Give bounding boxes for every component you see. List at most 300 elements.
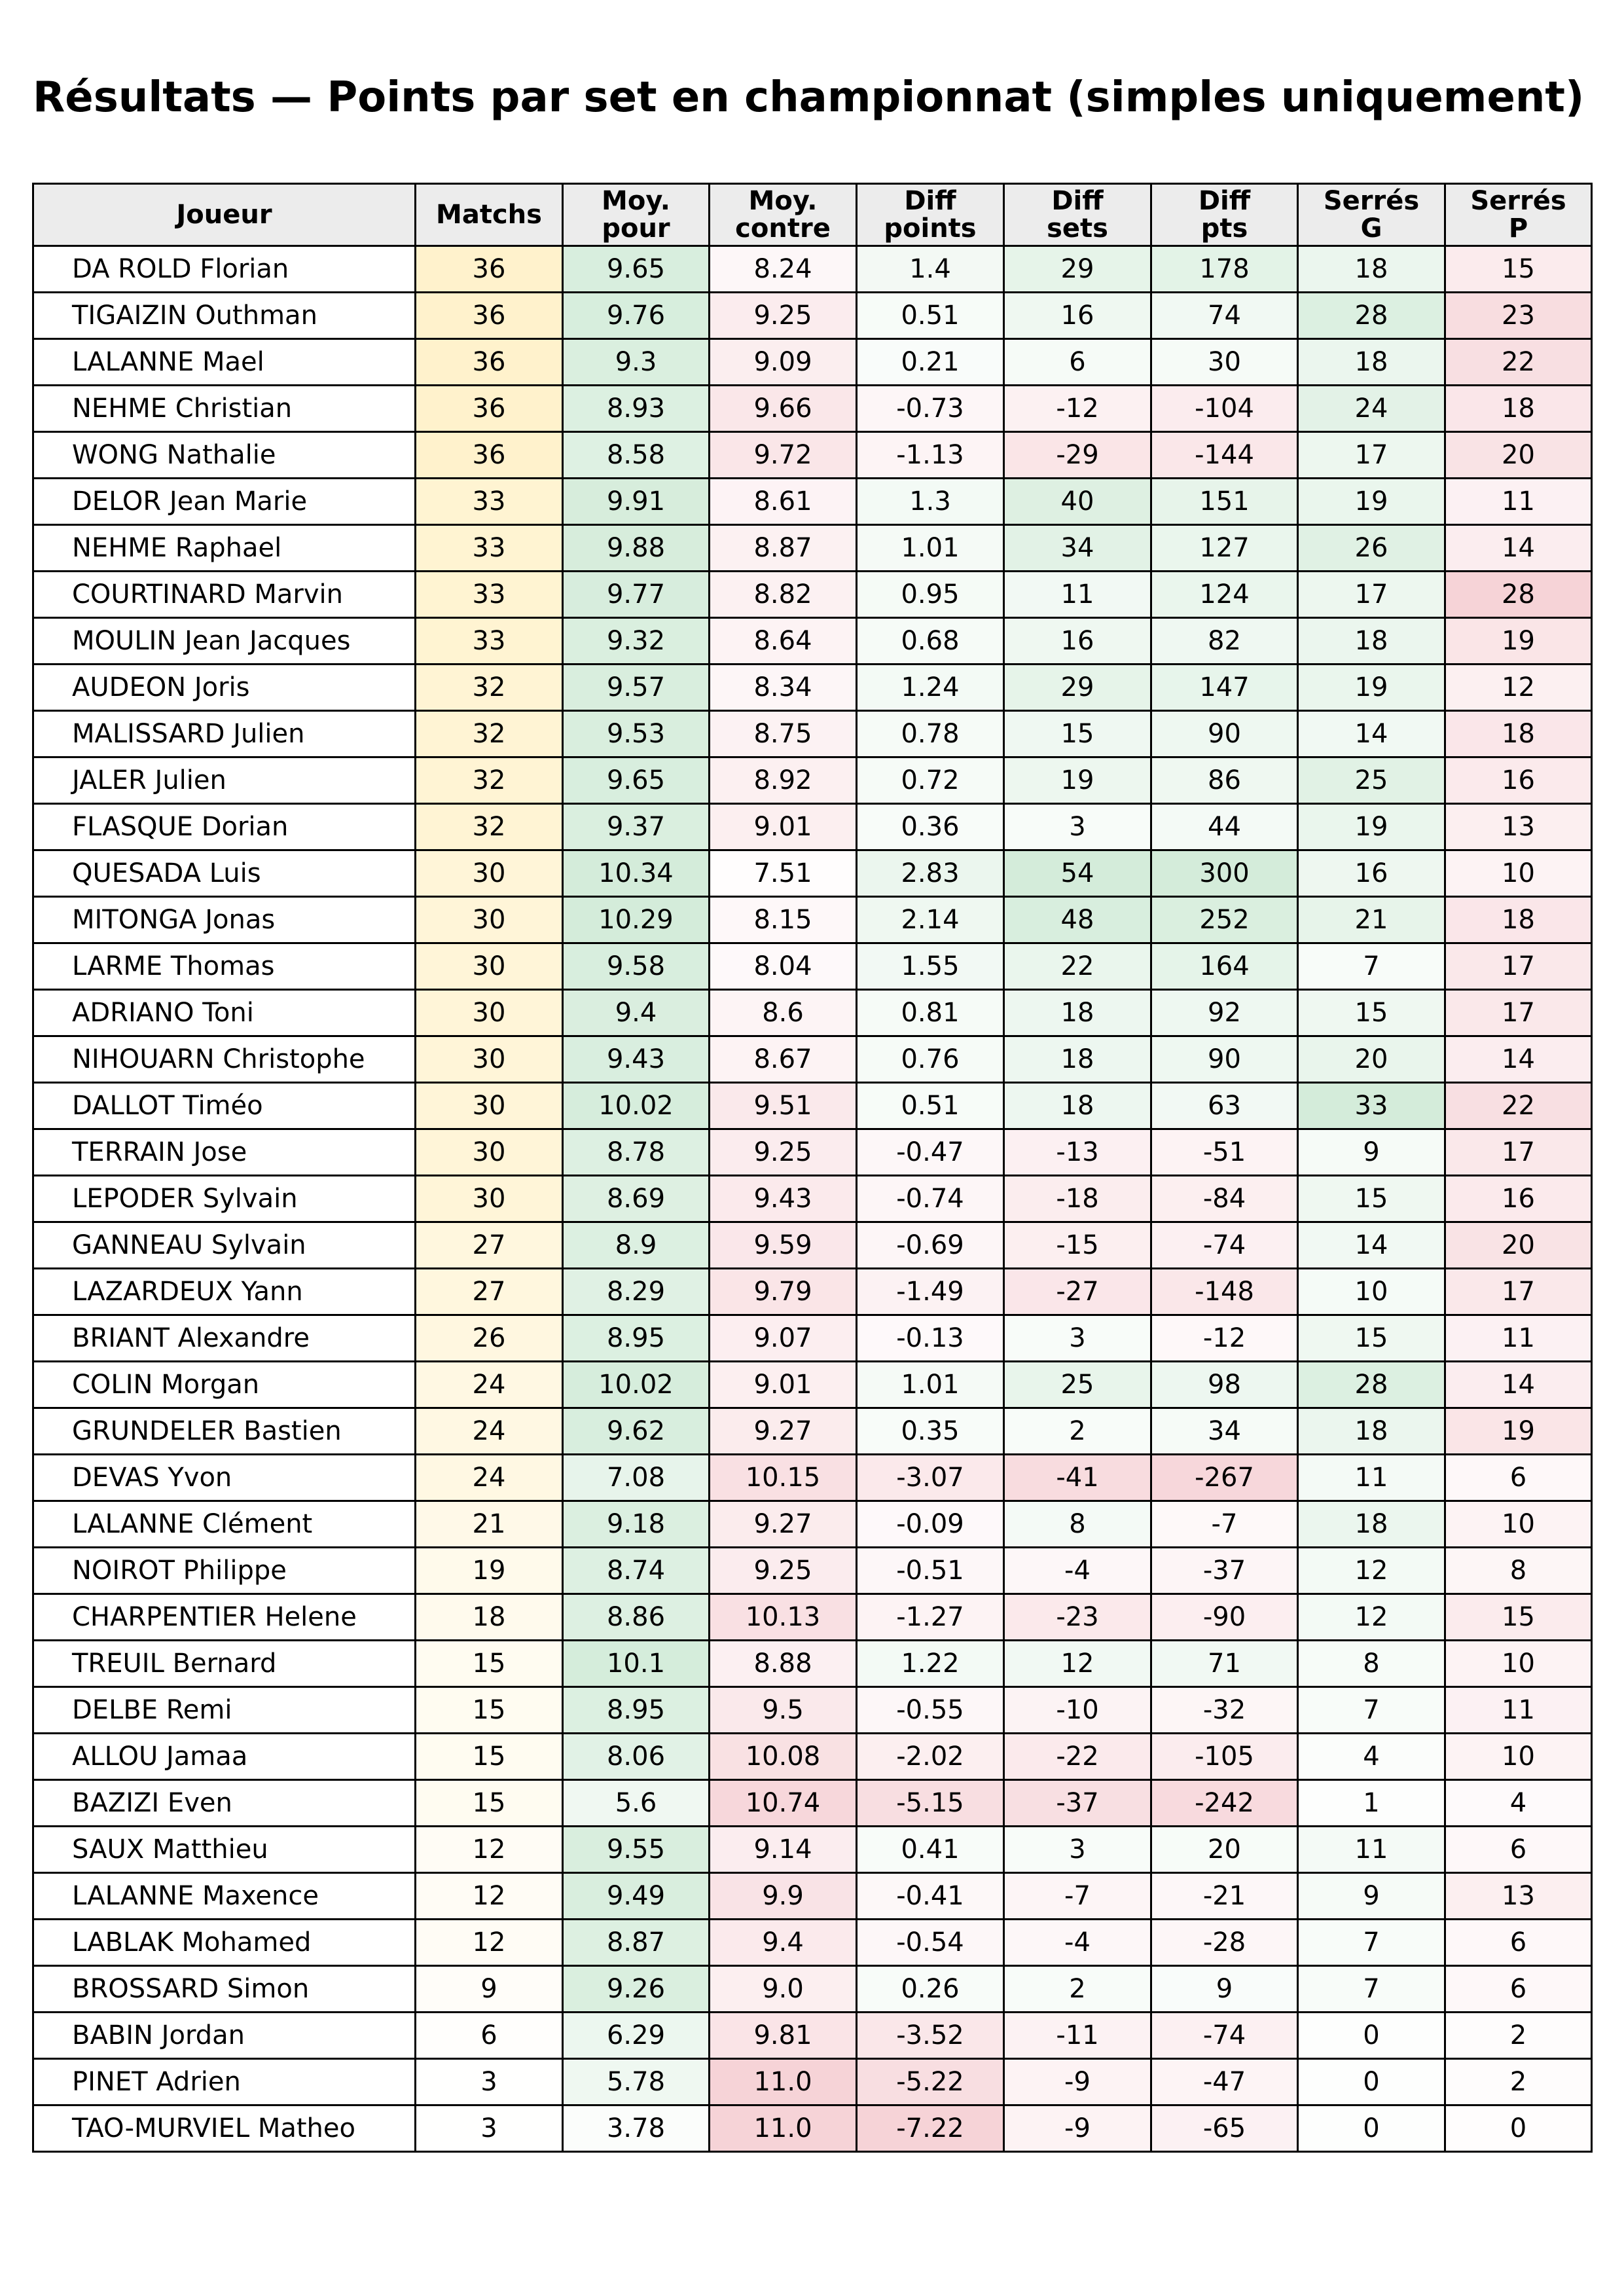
matchs-cell: 6 (416, 2013, 563, 2059)
moy-contre-cell: 8.6 (710, 990, 857, 1036)
serres-g-cell: 15 (1298, 990, 1445, 1036)
moy-contre-cell: 9.72 (710, 432, 857, 479)
diff-pts-cell: -51 (1151, 1129, 1298, 1176)
moy-pour-cell: 9.88 (563, 525, 710, 572)
results-table (32, 183, 1593, 2153)
diff-sets-cell: -37 (1004, 1780, 1151, 1827)
moy-pour-cell: 8.86 (563, 1594, 710, 1641)
player-name-cell: BABIN Jordan (33, 2013, 416, 2059)
diff-sets-cell: -12 (1004, 386, 1151, 432)
diff-pts-cell: -144 (1151, 432, 1298, 479)
matchs-cell: 19 (416, 1548, 563, 1594)
header-row (33, 184, 1592, 246)
player-name-cell: WONG Nathalie (33, 432, 416, 479)
serres-p-cell: 2 (1445, 2059, 1592, 2105)
diff-points-cell: 1.01 (857, 1362, 1004, 1408)
matchs-cell: 30 (416, 1036, 563, 1083)
serres-p-cell: 10 (1445, 1501, 1592, 1548)
diff-sets-cell: 2 (1004, 1966, 1151, 2013)
serres-g-cell: 11 (1298, 1455, 1445, 1501)
serres-g-cell: 18 (1298, 618, 1445, 665)
moy-contre-cell: 11.0 (710, 2059, 857, 2105)
moy-pour-cell: 9.49 (563, 1873, 710, 1920)
matchs-cell: 30 (416, 943, 563, 990)
moy-pour-cell: 8.58 (563, 432, 710, 479)
moy-contre-cell: 9.01 (710, 1362, 857, 1408)
matchs-cell: 15 (416, 1641, 563, 1687)
moy-pour-cell: 9.77 (563, 572, 710, 618)
page-title: Résultats — Points par set en championnat (simples uniquement) (33, 73, 1585, 122)
matchs-cell: 30 (416, 1083, 563, 1129)
matchs-cell: 3 (416, 2105, 563, 2152)
diff-sets-cell: -13 (1004, 1129, 1151, 1176)
moy-contre-cell: 9.79 (710, 1269, 857, 1315)
moy-contre-cell: 9.01 (710, 804, 857, 850)
diff-pts-cell: 151 (1151, 479, 1298, 525)
diff-sets-cell: -9 (1004, 2105, 1151, 2152)
serres-g-cell: 1 (1298, 1780, 1445, 1827)
matchs-cell: 15 (416, 1687, 563, 1734)
matchs-cell: 12 (416, 1920, 563, 1966)
moy-contre-cell: 9.14 (710, 1827, 857, 1873)
serres-p-cell: 23 (1445, 293, 1592, 339)
table-row (33, 1269, 1592, 1315)
diff-points-cell: 0.51 (857, 293, 1004, 339)
serres-g-cell: 14 (1298, 1222, 1445, 1269)
serres-g-cell: 0 (1298, 2105, 1445, 2152)
player-name-cell: MALISSARD Julien (33, 711, 416, 757)
diff-pts-cell: 124 (1151, 572, 1298, 618)
serres-g-cell: 0 (1298, 2013, 1445, 2059)
diff-pts-cell: 30 (1151, 339, 1298, 386)
player-name-cell: GRUNDELER Bastien (33, 1408, 416, 1455)
serres-p-cell: 4 (1445, 1780, 1592, 1827)
player-name-cell: LALANNE Maxence (33, 1873, 416, 1920)
diff-pts-cell: -47 (1151, 2059, 1298, 2105)
moy-pour-cell: 8.06 (563, 1734, 710, 1780)
serres-g-cell: 7 (1298, 1920, 1445, 1966)
matchs-cell: 30 (416, 1176, 563, 1222)
table-row (33, 850, 1592, 897)
serres-p-cell: 6 (1445, 1920, 1592, 1966)
moy-pour-cell: 9.62 (563, 1408, 710, 1455)
diff-pts-cell: -74 (1151, 1222, 1298, 1269)
player-name-cell: LARME Thomas (33, 943, 416, 990)
diff-points-cell: 1.4 (857, 246, 1004, 293)
serres-g-cell: 11 (1298, 1827, 1445, 1873)
moy-pour-cell: 10.02 (563, 1083, 710, 1129)
serres-g-cell: 21 (1298, 897, 1445, 943)
serres-p-cell: 11 (1445, 479, 1592, 525)
player-name-cell: FLASQUE Dorian (33, 804, 416, 850)
diff-pts-cell: 92 (1151, 990, 1298, 1036)
moy-pour-cell: 9.26 (563, 1966, 710, 2013)
serres-p-cell: 14 (1445, 1036, 1592, 1083)
player-name-cell: ADRIANO Toni (33, 990, 416, 1036)
diff-sets-cell: 3 (1004, 804, 1151, 850)
moy-contre-cell: 9.07 (710, 1315, 857, 1362)
serres-g-cell: 4 (1298, 1734, 1445, 1780)
moy-contre-cell: 8.04 (710, 943, 857, 990)
player-name-cell: LABLAK Mohamed (33, 1920, 416, 1966)
serres-p-cell: 8 (1445, 1548, 1592, 1594)
serres-g-cell: 19 (1298, 804, 1445, 850)
moy-contre-cell: 7.51 (710, 850, 857, 897)
table-body (33, 246, 1592, 2152)
moy-contre-cell: 10.74 (710, 1780, 857, 1827)
serres-p-cell: 15 (1445, 1594, 1592, 1641)
diff-pts-cell: 164 (1151, 943, 1298, 990)
table-row (33, 1315, 1592, 1362)
table-row (33, 386, 1592, 432)
player-name-cell: DELOR Jean Marie (33, 479, 416, 525)
serres-g-cell: 7 (1298, 943, 1445, 990)
table-row (33, 572, 1592, 618)
serres-g-cell: 17 (1298, 432, 1445, 479)
moy-pour-cell: 5.78 (563, 2059, 710, 2105)
table-row (33, 1873, 1592, 1920)
moy-contre-cell: 8.87 (710, 525, 857, 572)
table-row (33, 432, 1592, 479)
serres-g-cell: 12 (1298, 1594, 1445, 1641)
table-row (33, 1920, 1592, 1966)
moy-pour-cell: 10.02 (563, 1362, 710, 1408)
player-name-cell: ALLOU Jamaa (33, 1734, 416, 1780)
matchs-cell: 36 (416, 432, 563, 479)
matchs-cell: 32 (416, 757, 563, 804)
diff-pts-cell: 252 (1151, 897, 1298, 943)
matchs-cell: 30 (416, 897, 563, 943)
serres-p-cell: 11 (1445, 1687, 1592, 1734)
diff-sets-cell: 3 (1004, 1315, 1151, 1362)
moy-contre-cell: 8.88 (710, 1641, 857, 1687)
matchs-cell: 30 (416, 1129, 563, 1176)
diff-points-cell: -1.27 (857, 1594, 1004, 1641)
column-header-diff-sets: Diff sets (1004, 184, 1151, 246)
table-row (33, 1548, 1592, 1594)
matchs-cell: 36 (416, 293, 563, 339)
table-row (33, 479, 1592, 525)
diff-points-cell: 2.83 (857, 850, 1004, 897)
moy-contre-cell: 9.25 (710, 293, 857, 339)
diff-pts-cell: -90 (1151, 1594, 1298, 1641)
diff-sets-cell: -4 (1004, 1548, 1151, 1594)
moy-pour-cell: 8.87 (563, 1920, 710, 1966)
diff-pts-cell: 90 (1151, 1036, 1298, 1083)
serres-p-cell: 15 (1445, 246, 1592, 293)
diff-sets-cell: -10 (1004, 1687, 1151, 1734)
moy-pour-cell: 7.08 (563, 1455, 710, 1501)
diff-pts-cell: 20 (1151, 1827, 1298, 1873)
matchs-cell: 26 (416, 1315, 563, 1362)
serres-g-cell: 26 (1298, 525, 1445, 572)
matchs-cell: 12 (416, 1827, 563, 1873)
diff-sets-cell: 12 (1004, 1641, 1151, 1687)
serres-g-cell: 33 (1298, 1083, 1445, 1129)
diff-points-cell: -0.74 (857, 1176, 1004, 1222)
moy-contre-cell: 8.64 (710, 618, 857, 665)
moy-contre-cell: 9.25 (710, 1548, 857, 1594)
serres-p-cell: 10 (1445, 850, 1592, 897)
moy-contre-cell: 8.24 (710, 246, 857, 293)
table-row (33, 1641, 1592, 1687)
serres-p-cell: 10 (1445, 1734, 1592, 1780)
matchs-cell: 33 (416, 525, 563, 572)
serres-p-cell: 18 (1445, 897, 1592, 943)
diff-sets-cell: 18 (1004, 1083, 1151, 1129)
serres-g-cell: 16 (1298, 850, 1445, 897)
matchs-cell: 32 (416, 804, 563, 850)
table-row (33, 1362, 1592, 1408)
matchs-cell: 32 (416, 665, 563, 711)
diff-pts-cell: -148 (1151, 1269, 1298, 1315)
serres-g-cell: 25 (1298, 757, 1445, 804)
moy-contre-cell: 8.34 (710, 665, 857, 711)
diff-sets-cell: 19 (1004, 757, 1151, 804)
moy-pour-cell: 9.76 (563, 293, 710, 339)
serres-g-cell: 24 (1298, 386, 1445, 432)
table-row (33, 711, 1592, 757)
serres-p-cell: 12 (1445, 665, 1592, 711)
table-row (33, 339, 1592, 386)
table-row (33, 1780, 1592, 1827)
moy-pour-cell: 8.95 (563, 1315, 710, 1362)
diff-pts-cell: 178 (1151, 246, 1298, 293)
serres-p-cell: 13 (1445, 1873, 1592, 1920)
serres-g-cell: 18 (1298, 1408, 1445, 1455)
diff-pts-cell: -104 (1151, 386, 1298, 432)
diff-points-cell: 0.35 (857, 1408, 1004, 1455)
diff-pts-cell: -21 (1151, 1873, 1298, 1920)
moy-pour-cell: 9.57 (563, 665, 710, 711)
serres-p-cell: 14 (1445, 525, 1592, 572)
diff-points-cell: -0.55 (857, 1687, 1004, 1734)
serres-p-cell: 18 (1445, 711, 1592, 757)
table-row (33, 1734, 1592, 1780)
serres-p-cell: 22 (1445, 339, 1592, 386)
moy-pour-cell: 9.43 (563, 1036, 710, 1083)
moy-pour-cell: 9.4 (563, 990, 710, 1036)
matchs-cell: 33 (416, 572, 563, 618)
diff-pts-cell: -28 (1151, 1920, 1298, 1966)
table-row (33, 1408, 1592, 1455)
matchs-cell: 33 (416, 618, 563, 665)
serres-p-cell: 16 (1445, 757, 1592, 804)
serres-p-cell: 6 (1445, 1966, 1592, 2013)
player-name-cell: NEHME Christian (33, 386, 416, 432)
player-name-cell: GANNEAU Sylvain (33, 1222, 416, 1269)
diff-pts-cell: 98 (1151, 1362, 1298, 1408)
serres-p-cell: 22 (1445, 1083, 1592, 1129)
player-name-cell: NEHME Raphael (33, 525, 416, 572)
serres-p-cell: 17 (1445, 1269, 1592, 1315)
diff-sets-cell: 8 (1004, 1501, 1151, 1548)
matchs-cell: 15 (416, 1780, 563, 1827)
diff-sets-cell: -27 (1004, 1269, 1151, 1315)
diff-sets-cell: 3 (1004, 1827, 1151, 1873)
diff-pts-cell: 44 (1151, 804, 1298, 850)
table-row (33, 943, 1592, 990)
table-row (33, 1036, 1592, 1083)
diff-pts-cell: 34 (1151, 1408, 1298, 1455)
diff-points-cell: 0.51 (857, 1083, 1004, 1129)
diff-sets-cell: 18 (1004, 1036, 1151, 1083)
moy-pour-cell: 8.74 (563, 1548, 710, 1594)
serres-g-cell: 19 (1298, 479, 1445, 525)
serres-g-cell: 12 (1298, 1548, 1445, 1594)
player-name-cell: DEVAS Yvon (33, 1455, 416, 1501)
diff-points-cell: 0.76 (857, 1036, 1004, 1083)
matchs-cell: 30 (416, 990, 563, 1036)
serres-g-cell: 9 (1298, 1873, 1445, 1920)
column-header-joueur: Joueur (33, 184, 416, 246)
moy-contre-cell: 9.5 (710, 1687, 857, 1734)
diff-sets-cell: -18 (1004, 1176, 1151, 1222)
diff-points-cell: 0.95 (857, 572, 1004, 618)
serres-p-cell: 6 (1445, 1827, 1592, 1873)
serres-p-cell: 13 (1445, 804, 1592, 850)
table-row (33, 757, 1592, 804)
serres-g-cell: 15 (1298, 1315, 1445, 1362)
player-name-cell: TERRAIN Jose (33, 1129, 416, 1176)
diff-pts-cell: 74 (1151, 293, 1298, 339)
diff-points-cell: 0.72 (857, 757, 1004, 804)
table-row (33, 990, 1592, 1036)
diff-points-cell: 0.68 (857, 618, 1004, 665)
table-row (33, 1501, 1592, 1548)
diff-points-cell: -0.13 (857, 1315, 1004, 1362)
moy-pour-cell: 3.78 (563, 2105, 710, 2152)
moy-pour-cell: 8.9 (563, 1222, 710, 1269)
diff-pts-cell: -267 (1151, 1455, 1298, 1501)
diff-pts-cell: 90 (1151, 711, 1298, 757)
diff-points-cell: -0.09 (857, 1501, 1004, 1548)
column-header-diff-pts: Diff pts (1151, 184, 1298, 246)
moy-contre-cell: 9.43 (710, 1176, 857, 1222)
player-name-cell: PINET Adrien (33, 2059, 416, 2105)
diff-points-cell: 1.55 (857, 943, 1004, 990)
moy-contre-cell: 9.0 (710, 1966, 857, 2013)
diff-sets-cell: -22 (1004, 1734, 1151, 1780)
player-name-cell: DA ROLD Florian (33, 246, 416, 293)
moy-contre-cell: 8.92 (710, 757, 857, 804)
player-name-cell: LEPODER Sylvain (33, 1176, 416, 1222)
diff-points-cell: 0.21 (857, 339, 1004, 386)
moy-pour-cell: 9.18 (563, 1501, 710, 1548)
serres-g-cell: 20 (1298, 1036, 1445, 1083)
matchs-cell: 27 (416, 1269, 563, 1315)
diff-pts-cell: 82 (1151, 618, 1298, 665)
player-name-cell: TREUIL Bernard (33, 1641, 416, 1687)
matchs-cell: 21 (416, 1501, 563, 1548)
diff-sets-cell: 6 (1004, 339, 1151, 386)
moy-pour-cell: 9.58 (563, 943, 710, 990)
diff-sets-cell: 16 (1004, 618, 1151, 665)
diff-sets-cell: -41 (1004, 1455, 1151, 1501)
serres-g-cell: 17 (1298, 572, 1445, 618)
column-header-moy-contre: Moy. contre (710, 184, 857, 246)
diff-sets-cell: -11 (1004, 2013, 1151, 2059)
diff-points-cell: -2.02 (857, 1734, 1004, 1780)
diff-points-cell: 0.81 (857, 990, 1004, 1036)
matchs-cell: 33 (416, 479, 563, 525)
moy-pour-cell: 8.95 (563, 1687, 710, 1734)
moy-pour-cell: 10.34 (563, 850, 710, 897)
diff-sets-cell: 11 (1004, 572, 1151, 618)
diff-pts-cell: -74 (1151, 2013, 1298, 2059)
moy-pour-cell: 8.69 (563, 1176, 710, 1222)
table-row (33, 1827, 1592, 1873)
matchs-cell: 32 (416, 711, 563, 757)
matchs-cell: 36 (416, 339, 563, 386)
diff-points-cell: 0.36 (857, 804, 1004, 850)
diff-points-cell: 2.14 (857, 897, 1004, 943)
table-row (33, 525, 1592, 572)
player-name-cell: AUDEON Joris (33, 665, 416, 711)
moy-contre-cell: 9.09 (710, 339, 857, 386)
diff-points-cell: 1.3 (857, 479, 1004, 525)
moy-contre-cell: 9.81 (710, 2013, 857, 2059)
serres-g-cell: 7 (1298, 1966, 1445, 2013)
diff-pts-cell: -105 (1151, 1734, 1298, 1780)
serres-p-cell: 10 (1445, 1641, 1592, 1687)
diff-pts-cell: -12 (1151, 1315, 1298, 1362)
diff-points-cell: -0.73 (857, 386, 1004, 432)
serres-p-cell: 6 (1445, 1455, 1592, 1501)
matchs-cell: 18 (416, 1594, 563, 1641)
moy-contre-cell: 8.67 (710, 1036, 857, 1083)
diff-sets-cell: -23 (1004, 1594, 1151, 1641)
table-row (33, 665, 1592, 711)
player-name-cell: LALANNE Mael (33, 339, 416, 386)
serres-g-cell: 8 (1298, 1641, 1445, 1687)
moy-contre-cell: 11.0 (710, 2105, 857, 2152)
moy-contre-cell: 8.75 (710, 711, 857, 757)
table-row (33, 1083, 1592, 1129)
matchs-cell: 36 (416, 386, 563, 432)
player-name-cell: COURTINARD Marvin (33, 572, 416, 618)
diff-sets-cell: 29 (1004, 246, 1151, 293)
diff-pts-cell: 63 (1151, 1083, 1298, 1129)
serres-p-cell: 19 (1445, 1408, 1592, 1455)
diff-points-cell: -0.54 (857, 1920, 1004, 1966)
moy-pour-cell: 6.29 (563, 2013, 710, 2059)
matchs-cell: 27 (416, 1222, 563, 1269)
matchs-cell: 24 (416, 1455, 563, 1501)
moy-pour-cell: 9.53 (563, 711, 710, 757)
moy-contre-cell: 9.27 (710, 1501, 857, 1548)
serres-p-cell: 20 (1445, 432, 1592, 479)
player-name-cell: NOIROT Philippe (33, 1548, 416, 1594)
diff-points-cell: -0.69 (857, 1222, 1004, 1269)
diff-pts-cell: 71 (1151, 1641, 1298, 1687)
player-name-cell: MOULIN Jean Jacques (33, 618, 416, 665)
matchs-cell: 24 (416, 1362, 563, 1408)
table-row (33, 1455, 1592, 1501)
serres-p-cell: 17 (1445, 1129, 1592, 1176)
table-row (33, 2013, 1592, 2059)
diff-pts-cell: -65 (1151, 2105, 1298, 2152)
serres-p-cell: 11 (1445, 1315, 1592, 1362)
player-name-cell: DALLOT Timéo (33, 1083, 416, 1129)
player-name-cell: SAUX Matthieu (33, 1827, 416, 1873)
serres-p-cell: 2 (1445, 2013, 1592, 2059)
serres-p-cell: 19 (1445, 618, 1592, 665)
diff-points-cell: 0.41 (857, 1827, 1004, 1873)
moy-pour-cell: 9.37 (563, 804, 710, 850)
diff-points-cell: -5.15 (857, 1780, 1004, 1827)
moy-pour-cell: 10.1 (563, 1641, 710, 1687)
